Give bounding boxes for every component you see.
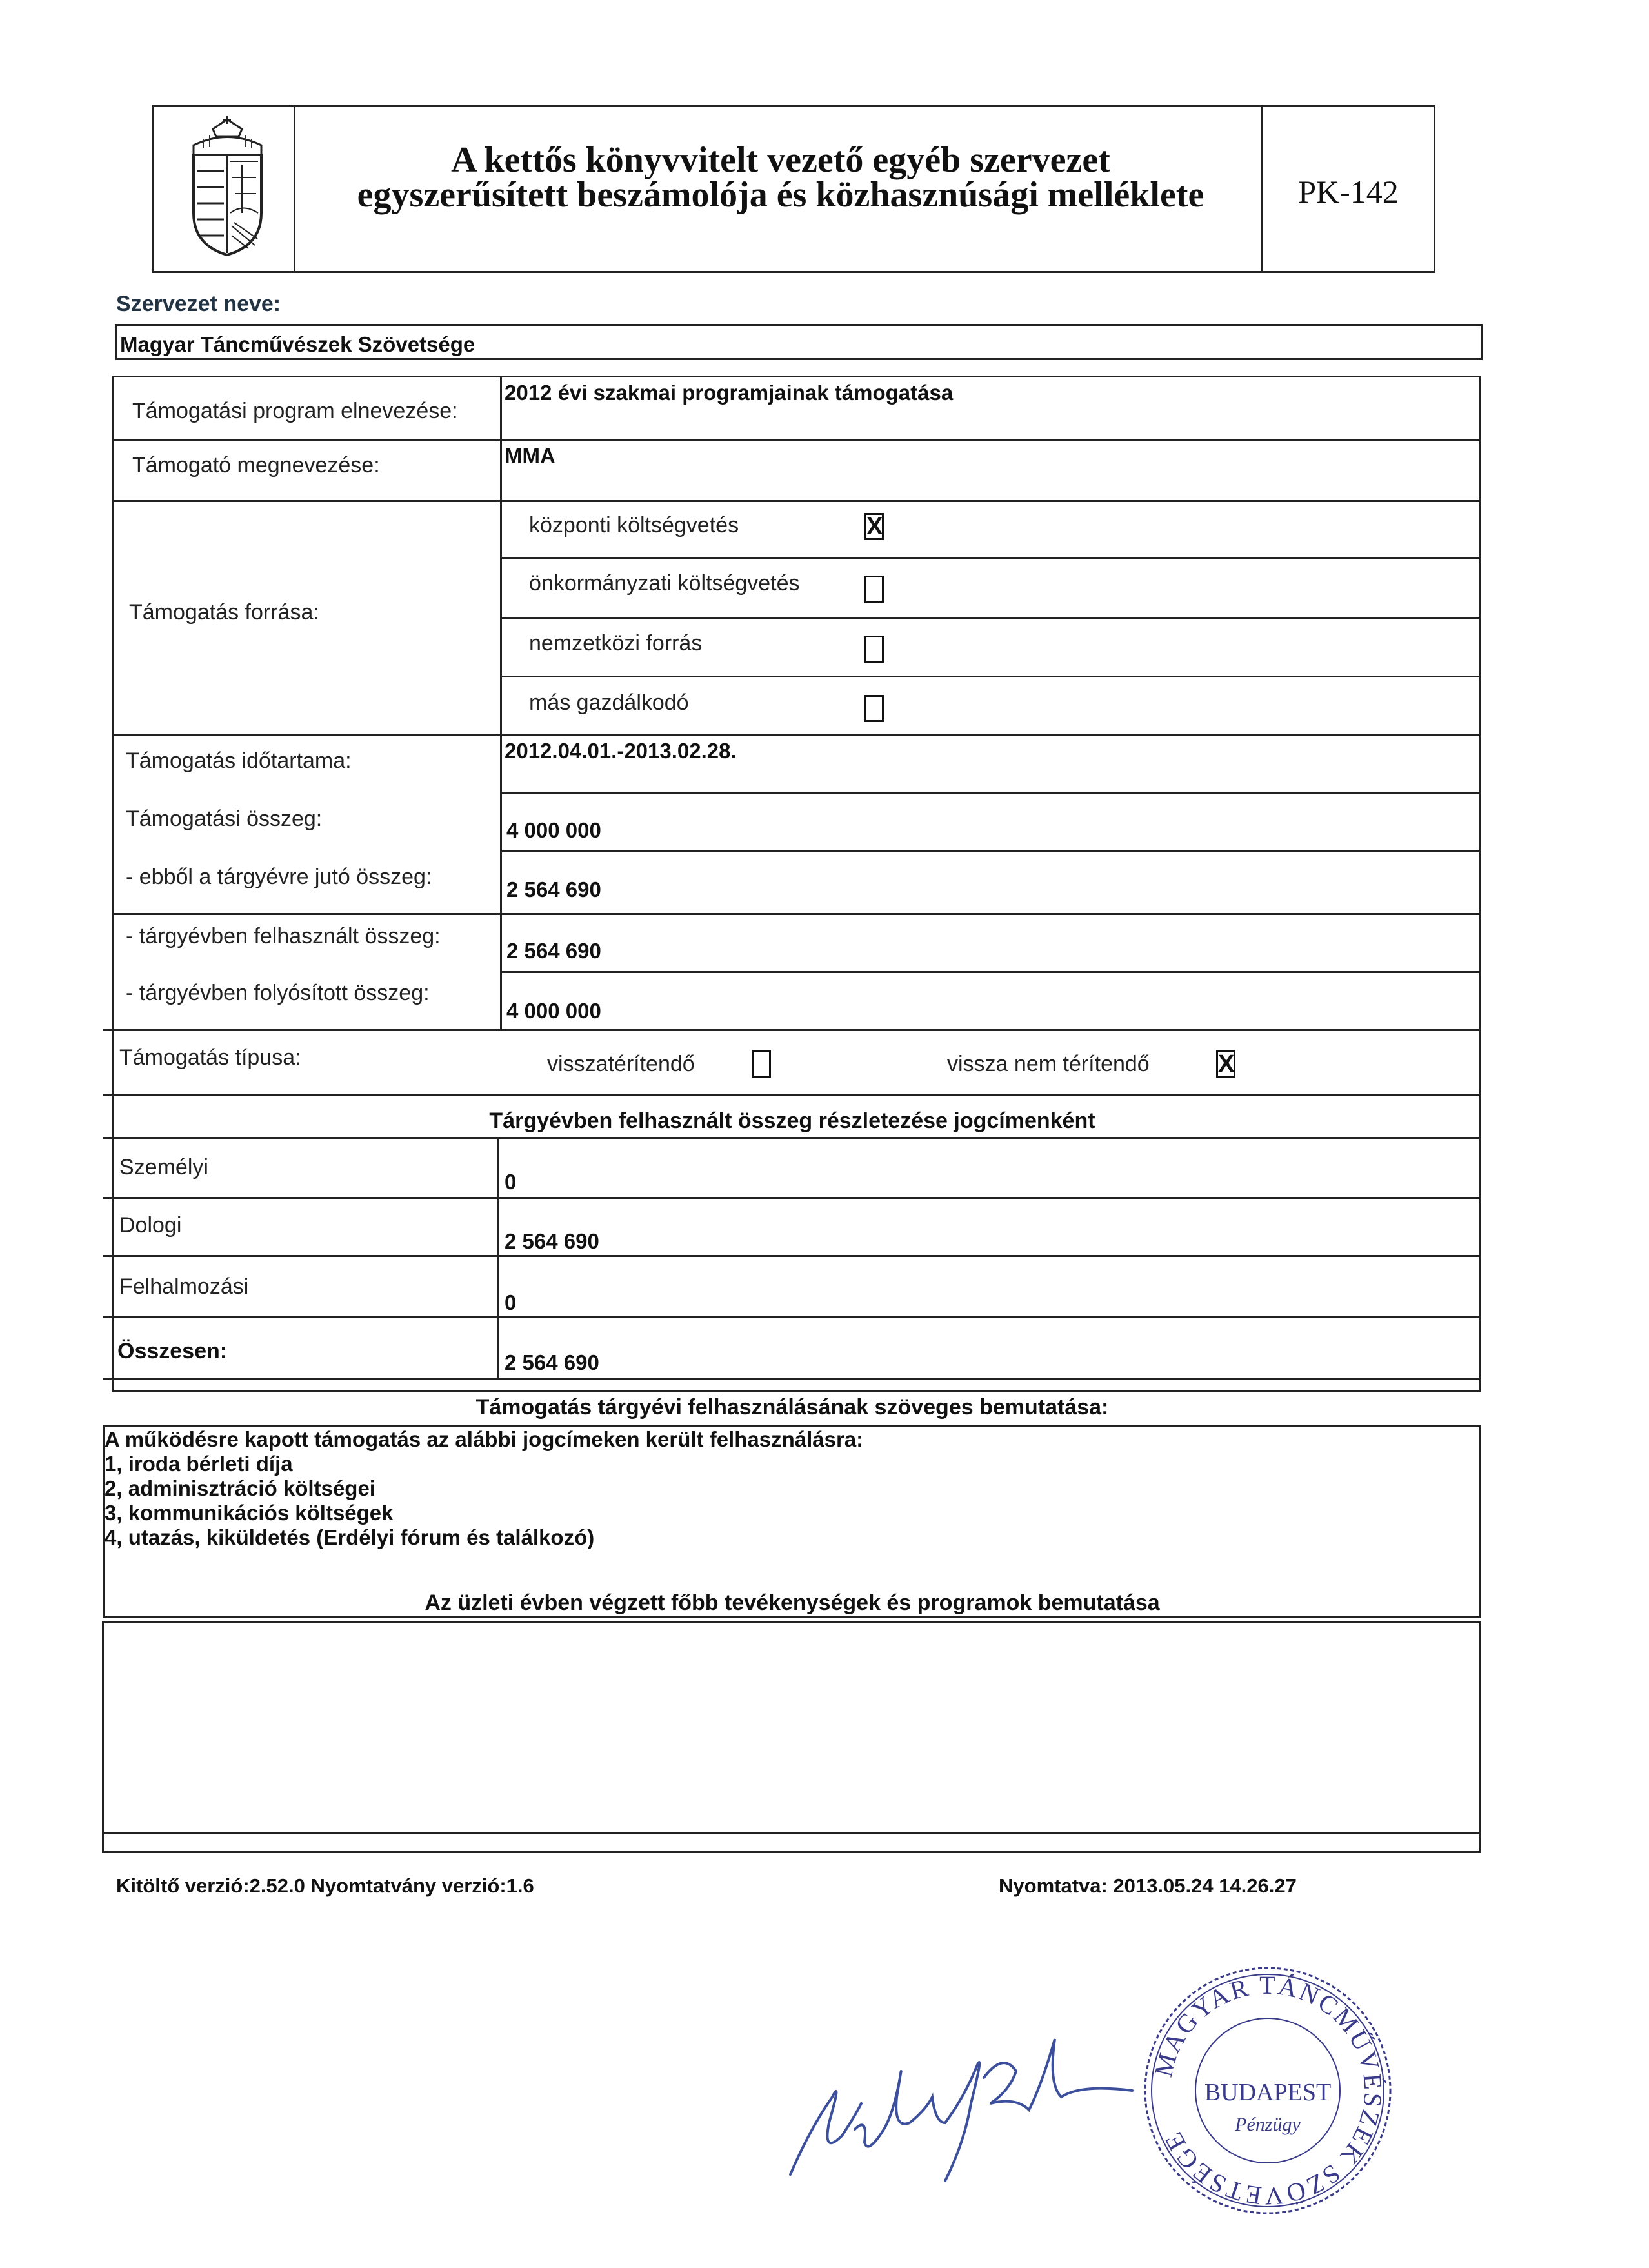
supporter-value[interactable]: MMA — [505, 444, 555, 468]
stamp-center-text: BUDAPEST — [1204, 2079, 1332, 2106]
activities-heading: Az üzleti évben végzett főbb tevékenységek és programok bemutatása — [425, 1591, 1160, 1615]
row-line — [112, 913, 1481, 915]
amount-value[interactable]: 4 000 000 — [506, 818, 601, 842]
row-line — [500, 971, 1481, 973]
row-line — [112, 734, 1481, 736]
amount-label: - ebből a tárgyévre jutó összeg: — [126, 865, 432, 889]
amount-label: - tárgyévben felhasznált összeg: — [126, 924, 441, 948]
form-title-line2: egyszerűsített beszámolója és közhasznúsági melléklete — [357, 175, 1204, 215]
breakdown-label: Felhalmozási — [119, 1274, 249, 1299]
row-line — [112, 439, 1481, 441]
row-line — [103, 1378, 1481, 1380]
breakdown-value[interactable]: 2 564 690 — [505, 1229, 599, 1253]
organization-label: Szervezet neve: — [116, 292, 281, 316]
source-label: Támogatás forrása: — [129, 600, 319, 625]
row-line — [102, 1832, 1481, 1834]
form-code: PK-142 — [1298, 174, 1399, 210]
breakdown-label: Dologi — [119, 1213, 182, 1238]
amount-value[interactable]: 2 564 690 — [506, 939, 601, 963]
refundable-checkbox[interactable] — [752, 1050, 771, 1078]
form-title-line1: A kettős könyvvitelt vezető egyéb szervezet — [451, 140, 1110, 180]
source-option-checkbox[interactable] — [864, 636, 884, 663]
refundable-label: visszatérítendő — [547, 1052, 695, 1076]
row-line — [103, 1255, 1481, 1257]
usage-line: 4, utazás, kiküldetés (Erdélyi fórum és találkozó) — [105, 1525, 595, 1549]
stamp-ring-text: MAGYAR TÁNCMŰVÉSZEK SZÖVETSÉGE — [1148, 1970, 1388, 2211]
usage-line: 1, iroda bérleti díja — [105, 1452, 293, 1476]
footer-version: Kitöltő verzió:2.52.0 Nyomtatvány verzió:1.6 — [116, 1874, 534, 1897]
row-line — [103, 1029, 1481, 1031]
usage-text — [105, 1427, 863, 1550]
amount-value[interactable]: 2 564 690 — [506, 878, 601, 901]
duration-label: Támogatás időtartama: — [126, 748, 352, 773]
amount-label: Támogatási összeg: — [126, 807, 323, 831]
row-line — [103, 1137, 1481, 1139]
program-name-label: Támogatási program elnevezése: — [132, 399, 458, 423]
total-label: Összesen: — [117, 1339, 228, 1363]
usage-line: 3, kommunikációs költségek — [105, 1501, 394, 1525]
row-line — [500, 617, 1481, 619]
row-line — [500, 557, 1481, 559]
source-option-label: nemzetközi forrás — [529, 631, 703, 656]
type-label: Támogatás típusa: — [119, 1045, 301, 1070]
usage-line: A működésre kapott támogatás az alábbi jogcímeken került felhasználásra: — [105, 1427, 864, 1451]
source-option-label: központi költségvetés — [529, 513, 739, 537]
nonrefundable-checkbox[interactable]: X — [1216, 1050, 1235, 1078]
row-line — [500, 676, 1481, 677]
supporter-label: Támogató megnevezése: — [132, 453, 380, 477]
source-option-checkbox[interactable]: X — [864, 513, 884, 540]
source-option-label: önkormányzati költségvetés — [529, 571, 800, 596]
row-line — [500, 792, 1481, 794]
activities-textarea[interactable] — [102, 1621, 1481, 1853]
stamp-sub-text: Pénzügy — [1235, 2114, 1301, 2135]
program-name-value[interactable]: 2012 évi szakmai programjainak támogatása — [505, 381, 954, 405]
hungarian-coat-of-arms-icon — [184, 116, 271, 261]
usage-line: 2, adminisztráció költségei — [105, 1476, 375, 1500]
organization-value: Magyar Táncművészek Szövetsége — [120, 332, 475, 356]
row-line — [500, 850, 1481, 852]
amount-value[interactable]: 4 000 000 — [506, 999, 601, 1023]
row-line — [103, 1094, 1481, 1096]
footer-printed: Nyomtatva: 2013.05.24 14.26.27 — [999, 1874, 1297, 1897]
row-line — [103, 1197, 1481, 1199]
source-option-checkbox[interactable] — [864, 695, 884, 722]
signature — [771, 2000, 1145, 2194]
usage-heading: Támogatás tárgyévi felhasználásának szöveges bemutatása: — [475, 1395, 1109, 1420]
breakdown-heading: Tárgyévben felhasznált összeg részletezése jogcímenként — [489, 1109, 1095, 1133]
duration-value[interactable]: 2012.04.01.-2013.02.28. — [505, 739, 737, 763]
header-divider-left — [294, 105, 295, 273]
organization-stamp — [1139, 1962, 1397, 2220]
row-line — [103, 1316, 1481, 1318]
total-value[interactable]: 2 564 690 — [505, 1350, 599, 1374]
breakdown-label: Személyi — [119, 1155, 208, 1179]
nonrefundable-label: vissza nem térítendő — [947, 1052, 1150, 1076]
breakdown-value[interactable]: 0 — [505, 1290, 517, 1314]
source-option-checkbox[interactable] — [864, 576, 884, 603]
breakdown-value[interactable]: 0 — [505, 1170, 517, 1194]
column-divider — [497, 1137, 499, 1378]
column-divider — [500, 376, 502, 1029]
source-option-label: más gazdálkodó — [529, 690, 689, 715]
row-line — [112, 500, 1481, 502]
amount-label: - tárgyévben folyósított összeg: — [126, 981, 430, 1005]
